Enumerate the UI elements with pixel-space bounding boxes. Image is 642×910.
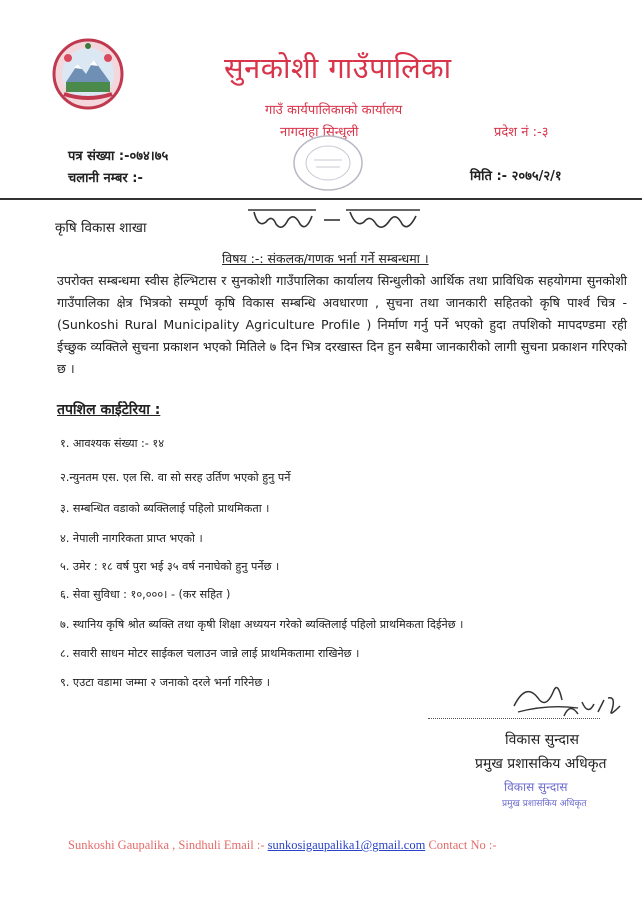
criteria-item: ७. स्थानिय कृषि श्रोत ब्यक्ति तथा कृषी शिक्षा अध्ययन गरेको ब्यक्तिलाई पहिलो प्राथमिकता दिईनेछ । [60, 618, 464, 631]
letter-number: पत्र संख्या :-०७४।७५ [68, 149, 169, 164]
office-address: नागदाहा सिन्धुली [280, 125, 359, 140]
criteria-item: २.न्युनतम एस. एल सि. वा सो सरह उर्तिण भएको हुनु पर्ने [60, 471, 291, 484]
criteria-item: ३. सम्बन्धित वडाको ब्यक्तिलाई पहिलो प्राथमिकता । [60, 502, 270, 515]
signatory-name: विकास सुन्दास [505, 732, 580, 748]
handwritten-signature [508, 676, 626, 728]
signatory-stamp-role: प्रमुख प्रशासकिय अधिकृत [502, 799, 587, 809]
criteria-item: १. आवश्यक संख्या :- १४ [60, 437, 165, 450]
province-number: प्रदेश नं :-३ [494, 125, 549, 140]
letterhead-title: सुनकोशी गाउँपालिका [224, 51, 452, 85]
criteria-heading: तपशिल काईटेरिया : [57, 402, 161, 418]
municipality-emblem-logo [52, 38, 124, 110]
footer [68, 838, 496, 853]
dispatch-number: चलानी नम्बर :- [68, 171, 143, 186]
office-stamp-image [288, 132, 368, 194]
signatory-stamp-name: विकास सुन्दास [504, 780, 568, 794]
criteria-item: ५. उमेर : १८ वर्ष पुरा भई ३५ वर्ष ननाघेको हुनु पर्नेछ । [60, 560, 280, 573]
notice-paragraph: उपरोक्त सम्बन्धमा स्वीस हेल्भिटास र सुनकोशी गाउँपालिका कार्यालय सिन्धुलीको आर्थिक तथा प्राविधिक सहयोगमा सुनकोशी गाउँपालिका क्षेत्र भित्रको सम्पूर्ण कृषि विकास सम्बन्धि अवधारणा , सुचना तथा जानकारी सहितको कृषि पार्श्व चित्र - (Sunkoshi Rural Municipality Agriculture Profile ) निर्माण गर्नु पर्ने भएको हुदा तपशिको मापदण्डमा रही ईच्छुक व्यक्तिले सुचना प्रकाशन भएको मितिले ७ दिन भित्र दरखास्त दिन हुन सबैमा जानकारीको लागी सुचना प्रकाशन गरिएको छ । [57, 273, 627, 376]
footer-address: Sunkoshi Gaupalika , Sindhuli Email :- [68, 838, 268, 852]
branch-name: कृषि विकास शाखा [55, 220, 147, 236]
footer-contact: Contact No :- [425, 838, 497, 852]
footer-email-link[interactable]: sunkosigaupalika1@gmail.com [267, 838, 426, 852]
criteria-item: ९. एउटा वडामा जम्मा २ जनाको दरले भर्ना गरिनेछ । [60, 676, 271, 689]
criteria-item: ६. सेवा सुविधा : १०,०००। - (कर सहित ) [60, 588, 231, 601]
handwritten-notice-heading [244, 202, 424, 238]
header-divider [0, 198, 642, 200]
subject-line: विषय :-: संकलक/गणक भर्ना गर्ने सम्बन्धमा । [222, 251, 429, 266]
letter-date: मिति :- २०७५/२/१ [470, 169, 562, 184]
office-name: गाउँ कार्यपालिकाको कार्यालय [265, 103, 403, 118]
criteria-item: ४. नेपाली नागरिकता प्राप्त भएको । [60, 532, 203, 545]
signatory-role: प्रमुख प्रशासकिय अधिकृत [475, 756, 607, 772]
signature-dotted-line [428, 718, 600, 719]
criteria-item: ८. सवारी साधन मोटर साईकल चलाउन जान्ने लाई प्राथमिकतामा राखिनेछ । [60, 647, 360, 660]
